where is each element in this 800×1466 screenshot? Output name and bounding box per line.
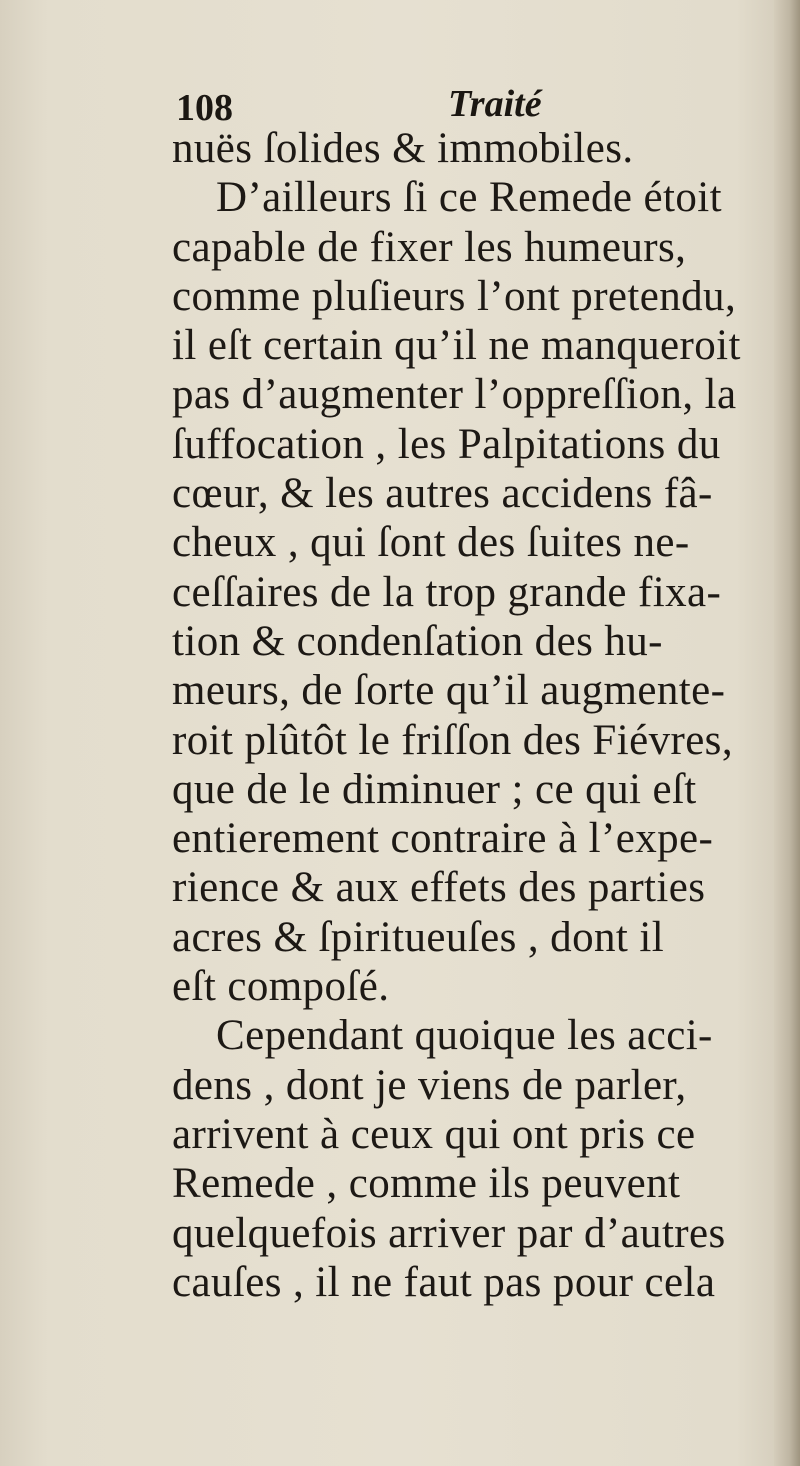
text-line: acres & ſpiritueuſes , dont il	[172, 913, 665, 961]
text-line: pas d’augmenter l’oppreſſion, la	[172, 371, 737, 419]
text-line: capable de fixer les humeurs,	[172, 223, 687, 271]
text-line: meurs, de ſorte qu’il augmente-	[172, 667, 726, 715]
text-line: il eſt certain qu’il ne manqueroit	[172, 322, 741, 370]
text-line: eſt compoſé.	[172, 963, 390, 1011]
text-line: cauſes , il ne faut pas pour cela	[172, 1258, 716, 1306]
text-line: nuës ſolides & immobiles.	[172, 125, 634, 172]
text-line: ceſſaires de la trop grande fixa-	[172, 568, 722, 616]
text-line: comme pluſieurs l’ont pretendu,	[172, 272, 737, 320]
text-line: D’ailleurs ſi ce Remede étoit	[216, 174, 722, 222]
text-line: ſuffocation , les Palpitations du	[172, 420, 721, 468]
text-line: dens , dont je viens de parler,	[172, 1061, 687, 1109]
body-text	[172, 124, 784, 1307]
text-line: roit plûtôt le friſſon des Fiévres,	[172, 716, 733, 764]
text-line: rience & aux effets des parties	[172, 864, 706, 912]
text-line: Remede , comme ils peuvent	[172, 1160, 681, 1208]
text-line: arrivent à ceux qui ont pris ce	[172, 1110, 696, 1158]
page-number: 108	[176, 87, 233, 129]
text-line: tion & condenſation des hu-	[172, 617, 663, 665]
text-line: que de le diminuer ; ce qui eſt	[172, 765, 697, 813]
text-line: cheux , qui ſont des ſuites ne-	[172, 519, 690, 567]
running-title: Traité	[448, 83, 542, 125]
text-line: quelquefois arriver par d’autres	[172, 1209, 726, 1257]
text-line: cœur, & les autres accidens fâ-	[172, 470, 713, 518]
text-line: Cependant quoique les acci-	[216, 1012, 713, 1060]
text-line: entierement contraire à l’expe-	[172, 815, 714, 863]
